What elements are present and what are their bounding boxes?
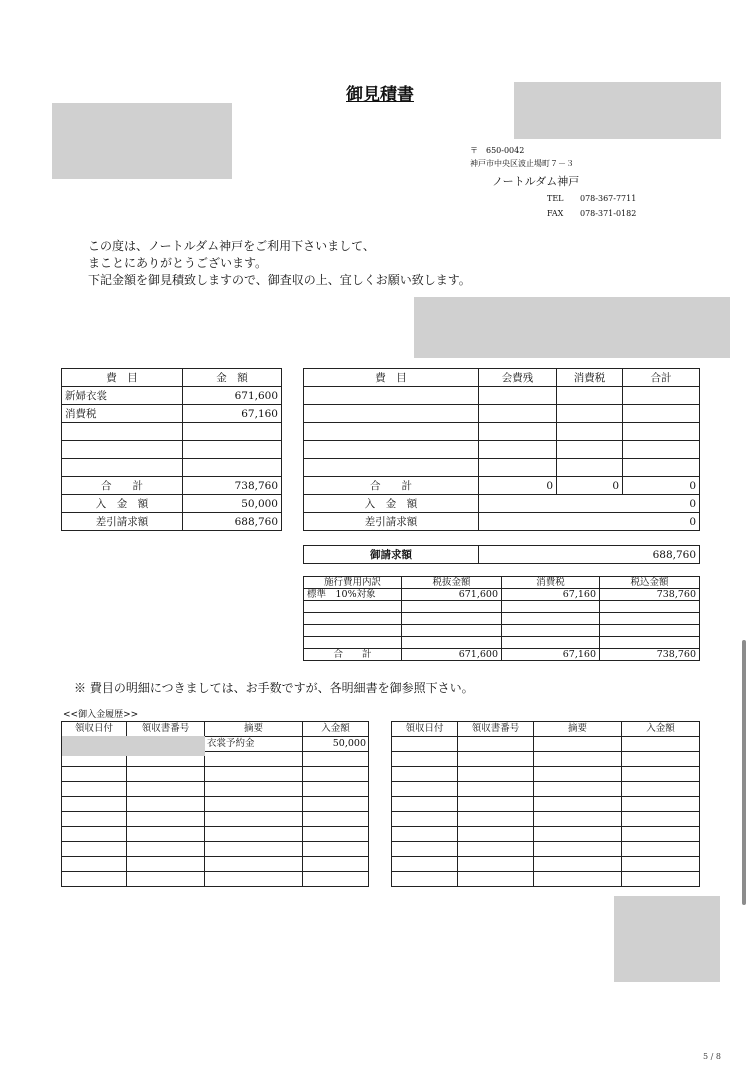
intro-line: 下記金額を御見積致しますので、御査収の上、宜しくお願い致します。 <box>88 273 471 287</box>
header-with-tax: 税込金額 <box>600 577 700 589</box>
redacted-seal <box>614 896 720 982</box>
with-tax-total: 738,760 <box>600 649 700 661</box>
table-row <box>304 546 700 564</box>
table-row <box>62 459 282 477</box>
table-row <box>304 477 700 495</box>
total-label: 合 計 <box>62 477 183 495</box>
table-row <box>62 767 369 782</box>
table-row <box>62 782 369 797</box>
company-name: ノートルダム神戸 <box>492 175 580 188</box>
table-row <box>392 812 700 827</box>
paid-label: 入 金 額 <box>62 495 183 513</box>
redacted-stamp <box>414 297 730 358</box>
invoice-total-table <box>303 545 700 564</box>
header-pretax: 税抜金額 <box>402 577 502 589</box>
breakdown-label: 標準 10%対象 <box>304 589 402 601</box>
amount-cell <box>183 459 282 477</box>
table-row <box>62 495 282 513</box>
table-row <box>304 423 700 441</box>
table-row <box>62 722 369 737</box>
table-row <box>62 369 282 387</box>
table-row <box>392 782 700 797</box>
total-fee-balance: 0 <box>479 477 557 495</box>
header-item: 費 目 <box>304 369 479 387</box>
table-row <box>304 387 700 405</box>
street-address: 神戸市中央区波止場町７－３ <box>470 159 574 168</box>
total-value: 738,760 <box>183 477 282 495</box>
pretax-value: 671,600 <box>402 589 502 601</box>
table-row <box>392 827 700 842</box>
table-row <box>62 477 282 495</box>
header-payment-amount: 入金額 <box>622 722 700 737</box>
header-receipt-date: 領収日付 <box>62 722 127 737</box>
table-row <box>304 637 700 649</box>
table-row <box>62 405 282 423</box>
table-row <box>62 387 282 405</box>
header-description: 摘要 <box>205 722 303 737</box>
breakdown-total-label: 合 計 <box>304 649 402 661</box>
item-cell <box>62 459 183 477</box>
header-tax: 消費税 <box>557 369 623 387</box>
header-receipt-date: 領収日付 <box>392 722 458 737</box>
amount-cell: 67,160 <box>183 405 282 423</box>
table-row <box>304 649 700 661</box>
table-row <box>304 601 700 613</box>
table-row <box>62 441 282 459</box>
amount-cell <box>183 441 282 459</box>
header-tax: 消費税 <box>502 577 600 589</box>
table-row <box>392 842 700 857</box>
table-row <box>304 513 700 531</box>
table-row <box>62 872 369 887</box>
balance-label: 差引請求額 <box>304 513 479 531</box>
header-item: 費 目 <box>62 369 183 387</box>
header-receipt-number: 領収書番号 <box>127 722 205 737</box>
table-row <box>304 441 700 459</box>
invoice-total-value: 688,760 <box>479 546 700 564</box>
tax-total: 67,160 <box>502 649 600 661</box>
table-row <box>392 797 700 812</box>
header-receipt-number: 領収書番号 <box>458 722 534 737</box>
amount-cell: 671,600 <box>183 387 282 405</box>
intro-text <box>88 238 471 289</box>
table-row <box>304 613 700 625</box>
page-number: 5 / 8 <box>703 1052 721 1061</box>
payment-history-table-right <box>391 721 700 887</box>
balance-value: 688,760 <box>183 513 282 531</box>
with-tax-value: 738,760 <box>600 589 700 601</box>
right-summary-table <box>303 368 700 531</box>
table-row <box>392 767 700 782</box>
item-cell: 消費税 <box>62 405 183 423</box>
balance-label: 差引請求額 <box>62 513 183 531</box>
intro-line: まことにありがとうございます。 <box>88 256 268 270</box>
table-row <box>304 625 700 637</box>
header-total: 合計 <box>623 369 700 387</box>
postal-code: 〒 650-0042 <box>470 146 525 155</box>
total-label: 合 計 <box>304 477 479 495</box>
table-row <box>392 857 700 872</box>
item-cell: 新婦衣裳 <box>62 387 183 405</box>
table-row <box>62 857 369 872</box>
payment-history-label: <<御入金履歴>> <box>63 710 139 720</box>
table-row <box>62 827 369 842</box>
table-row <box>304 589 700 601</box>
tel-number: 078-367-7711 <box>580 194 637 203</box>
balance-value: 0 <box>479 513 700 531</box>
invoice-total-label: 御請求額 <box>304 546 479 564</box>
paid-label: 入 金 額 <box>304 495 479 513</box>
table-row <box>62 423 282 441</box>
tel-label: TEL <box>547 194 564 203</box>
table-row <box>62 812 369 827</box>
table-row <box>304 369 700 387</box>
table-row <box>392 872 700 887</box>
tax-value: 67,160 <box>502 589 600 601</box>
payment-amount: 50,000 <box>303 737 369 752</box>
paid-value: 0 <box>479 495 700 513</box>
vertical-scrollbar[interactable] <box>742 640 746 905</box>
fax-label: FAX <box>547 209 564 218</box>
header-breakdown: 施行費用内訳 <box>304 577 402 589</box>
table-row <box>62 513 282 531</box>
paid-value: 50,000 <box>183 495 282 513</box>
document-title: 御見積書 <box>346 85 414 105</box>
table-row <box>304 405 700 423</box>
header-amount: 金 額 <box>183 369 282 387</box>
table-row <box>392 722 700 737</box>
total-sum: 0 <box>623 477 700 495</box>
pretax-total: 671,600 <box>402 649 502 661</box>
item-cell <box>62 423 183 441</box>
redacted-recipient <box>52 103 232 179</box>
redacted-logo <box>514 82 721 139</box>
payment-description: 衣裳予約金 <box>205 737 303 752</box>
table-row <box>304 459 700 477</box>
total-tax: 0 <box>557 477 623 495</box>
item-cell <box>62 441 183 459</box>
amount-cell <box>183 423 282 441</box>
table-row <box>392 737 700 752</box>
table-row <box>392 752 700 767</box>
fax-number: 078-371-0182 <box>580 209 637 218</box>
tax-breakdown-table <box>303 576 700 661</box>
table-row <box>62 842 369 857</box>
table-row <box>304 495 700 513</box>
header-fee-balance: 会費残 <box>479 369 557 387</box>
redacted-payment-info <box>62 736 205 756</box>
intro-line: この度は、ノートルダム神戸をご利用下さいまして、 <box>88 239 375 253</box>
table-row <box>62 797 369 812</box>
detail-note: ※ 費目の明細につきましては、お手数ですが、各明細書を御参照下さい。 <box>74 681 474 695</box>
header-description: 摘要 <box>534 722 622 737</box>
left-summary-table <box>61 368 282 531</box>
header-payment-amount: 入金額 <box>303 722 369 737</box>
table-row <box>304 577 700 589</box>
